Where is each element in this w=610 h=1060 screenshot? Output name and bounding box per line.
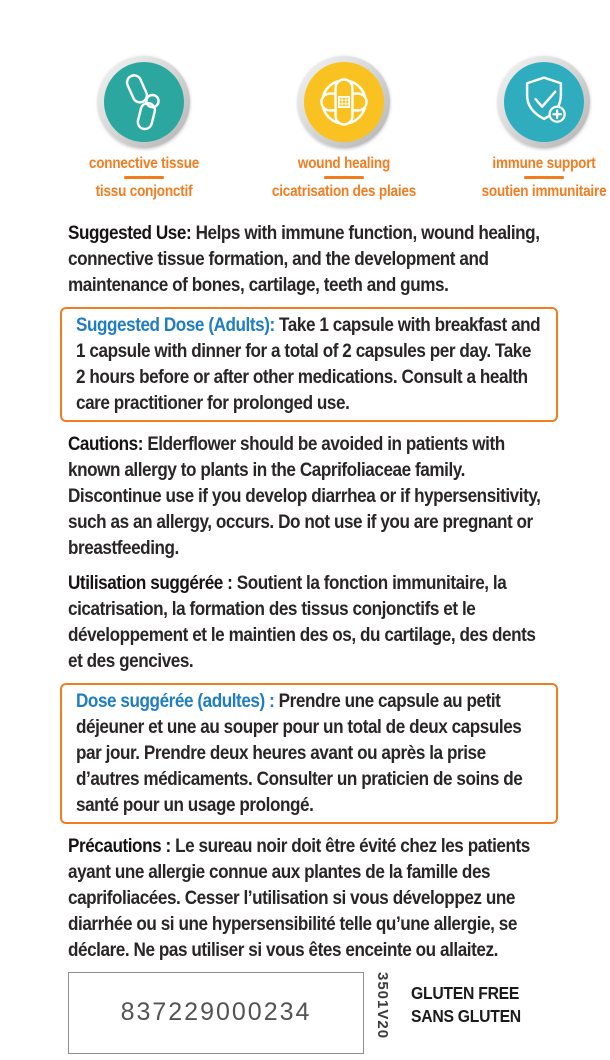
dose-suggeree-text: Prendre une capsule au petit déjeuner et une au souper pour un total de deux capsules par jour. Prendre deux heures avant ou après la prise d’autres médicaments. Consulter un praticien de soins de santé pour un usage prolongé. (76, 689, 523, 816)
suggested-use-section (68, 220, 550, 298)
label-divider (524, 176, 564, 179)
benefit-icons-row (0, 56, 610, 200)
benefit-label-en: connective tissue (88, 155, 200, 172)
benefit-label-fr: soutien immunitaire (481, 182, 607, 200)
shield-check-icon (504, 62, 584, 142)
cautions-section (68, 431, 550, 561)
benefit-wound-healing (244, 56, 444, 200)
dose-suggeree-heading: Dose suggérée (adultes) : (76, 689, 275, 712)
suggested-use-text: Helps with immune function, wound healing, connective tissue formation, and the development and maintenance of bones, cartilage, teeth and gums. (68, 221, 540, 296)
gluten-free-fr: SANS GLUTEN (411, 1006, 521, 1026)
benefit-label-fr: tissu conjonctif (95, 182, 193, 200)
benefit-labels (57, 155, 231, 200)
precautions-section (68, 833, 550, 963)
cautions-heading: Cautions: (68, 432, 144, 455)
icon-ring (498, 56, 590, 148)
lot-code: 3501V20 (374, 971, 391, 1039)
suggested-dose-text: Take 1 capsule with breakfast and 1 capsule with dinner for a total of 2 capsules per day. Take 2 hours before or after other medications. Consult a health care practitioner for prolonged use. (76, 313, 541, 414)
benefit-immune-support (444, 56, 610, 200)
icon-ring (98, 56, 190, 148)
utilisation-suggeree-section (68, 570, 550, 674)
cautions-text: Elderflower should be avoided in patients with known allergy to plants in the Caprifoliaceae family. Discontinue use if you develop diarrhea or if hypersensitivity, such as an allergy, occurs. Do not use if you are pregnant or breastfeeding. (68, 432, 541, 559)
benefit-connective-tissue (44, 56, 244, 200)
utilisation-suggeree-heading: Utilisation suggérée : (68, 571, 233, 594)
utilisation-suggeree-text: Soutient la fonction immunitaire, la cicatrisation, la formation des tissus conjonctifs et le développement et le maintien des os, du cartilage, des dents et des gencives. (68, 571, 536, 672)
benefit-label-en: immune support (492, 155, 596, 172)
benefit-labels (257, 155, 431, 200)
suggested-dose-section (76, 312, 541, 416)
label-footer (0, 972, 610, 1054)
gluten-free-block (411, 972, 521, 1029)
label-divider (324, 176, 364, 179)
dose-suggeree-section (76, 688, 541, 818)
gluten-free-en: GLUTEN FREE (411, 982, 520, 1003)
label-text-content (0, 220, 610, 963)
dose-suggeree-box (60, 683, 558, 824)
precautions-heading: Précautions : (68, 834, 171, 857)
suggested-use-heading: Suggested Use: (68, 221, 192, 244)
barcode-box (68, 972, 364, 1054)
precautions-text: Le sureau noir doit être évité chez les patients ayant une allergie connue aux plantes de la famille des caprifoliacées. Cesser l’utilisation si vous développez une diarrhée ou si une hypersensibilité telle qu’une allergie, se déclare. Ne pas utiliser si vous êtes enceinte ou allaitez. (68, 834, 530, 961)
benefit-label-en: wound healing (297, 155, 391, 172)
knee-joint-icon (104, 62, 184, 142)
label-divider (124, 176, 164, 179)
barcode-number: 837229000234 (120, 998, 312, 1026)
benefit-labels (457, 155, 610, 200)
suggested-dose-heading: Suggested Dose (Adults): (76, 313, 275, 336)
icon-ring (298, 56, 390, 148)
suggested-dose-box (60, 307, 558, 422)
benefit-label-fr: cicatrisation des plaies (271, 182, 417, 200)
bandage-cross-icon (304, 62, 384, 142)
